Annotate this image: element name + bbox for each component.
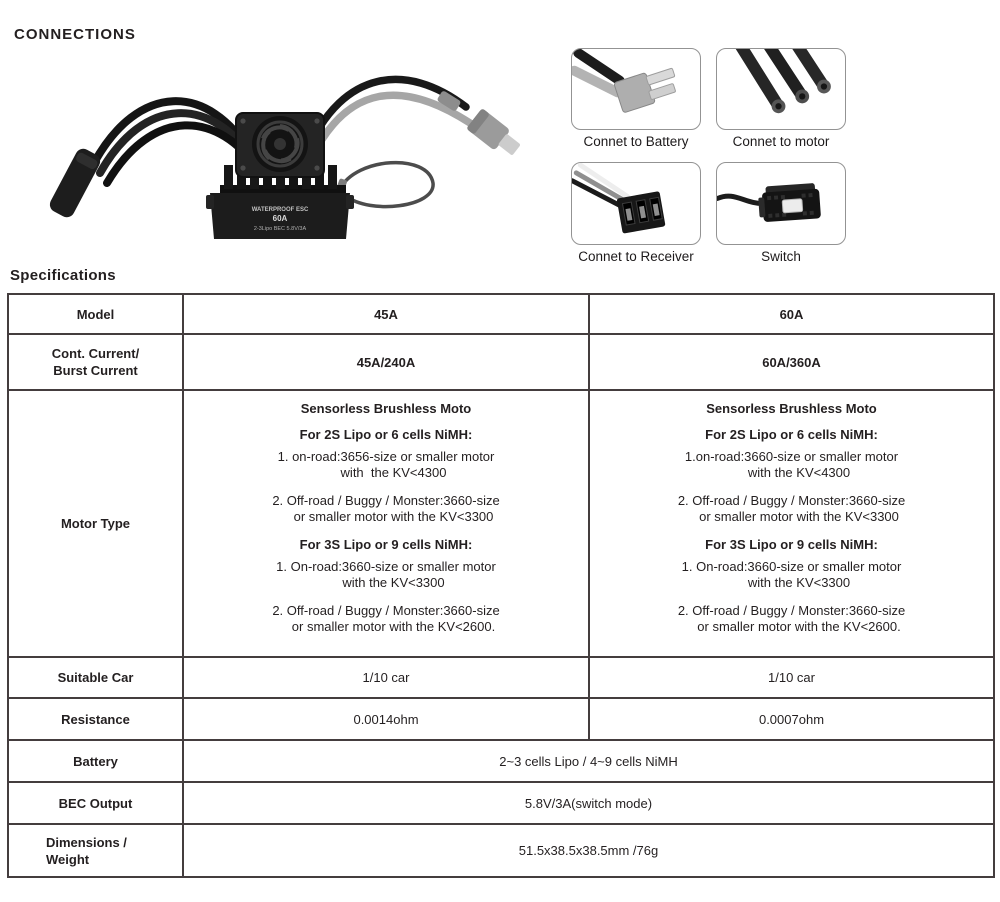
esc-case-text-1: WATERPROOF ESC	[251, 207, 309, 213]
battery-plug-icon	[572, 49, 699, 128]
battery-connector-caption: Connet to Battery	[583, 134, 689, 149]
motor-60-2s-item-1: 1.on-road:3660-size or smaller motor with the KV<4300	[684, 448, 899, 480]
motor-type-label: Motor Type	[8, 390, 183, 657]
motor-bullet-connectors-icon	[717, 49, 844, 128]
table-row-bec-output	[8, 782, 994, 824]
switch-card	[716, 162, 846, 245]
motor-connector-card	[716, 48, 846, 130]
esc-product-image	[40, 55, 520, 270]
motor-45-3s-item-2: 2. Off-road / Buggy / Monster:3660-size or smaller motor with the KV<2600.	[272, 602, 500, 634]
esc-case	[206, 193, 354, 239]
motor-45-2s-item-2: 2. Off-road / Buggy / Monster:3660-size or smaller motor with the KV<3300	[272, 492, 500, 524]
motor-60-3s-heading: For 3S Lipo or 9 cells NiMH:	[705, 536, 878, 552]
esc-battery-plug	[466, 108, 520, 161]
motor-45-3s-heading: For 3S Lipo or 9 cells NiMH:	[299, 536, 473, 552]
esc-case-text-2: 60A	[272, 214, 288, 223]
bec-output-value-cell: 5.8V/3A(switch mode)	[183, 782, 994, 824]
receiver-connector-card	[571, 162, 701, 245]
battery-connector-card	[571, 48, 701, 130]
motor-connector-caption: Connet to motor	[732, 134, 830, 149]
model-60-cell: 60A	[589, 294, 994, 334]
switch-caption: Switch	[761, 249, 801, 264]
switch-icon	[717, 163, 844, 242]
current-label: Cont. Current/ Burst Current	[8, 334, 183, 390]
specifications-heading: Specifications	[10, 267, 116, 284]
esc-left-connector	[47, 146, 103, 220]
table-row-suitable-car	[8, 657, 994, 698]
esc-battery-wire-black	[308, 79, 466, 149]
battery-value-cell: 2~3 cells Lipo / 4~9 cells NiMH	[183, 740, 994, 782]
table-row-battery	[8, 740, 994, 782]
receiver-connector-caption: Connet to Receiver	[578, 249, 694, 264]
motor-45-3s-item-1: 1. On-road:3660-size or smaller motor with the KV<3300	[276, 558, 496, 590]
motor-type-60-cell	[589, 390, 994, 657]
suitable-car-60-cell: 1/10 car	[589, 657, 994, 698]
motor-45-title: Sensorless Brushless Moto	[300, 400, 472, 416]
table-row-dimensions	[8, 824, 994, 877]
table-row-current	[8, 334, 994, 390]
specifications-table	[7, 293, 995, 878]
bec-output-label: BEC Output	[8, 782, 183, 824]
connections-heading: CONNECTIONS	[14, 26, 136, 43]
motor-type-45-cell	[183, 390, 589, 657]
table-row-motor-type	[8, 390, 994, 657]
model-label: Model	[8, 294, 183, 334]
esc-fan	[236, 113, 324, 177]
suitable-car-label: Suitable Car	[8, 657, 183, 698]
table-row-model	[8, 294, 994, 334]
model-45-cell: 45A	[183, 294, 589, 334]
current-60-cell: 60A/360A	[589, 334, 994, 390]
motor-60-3s-item-2: 2. Off-road / Buggy / Monster:3660-size or smaller motor with the KV<2600.	[677, 602, 906, 634]
esc-case-text-3: 2-3Lipo BEC 5.8V/3A	[253, 226, 307, 232]
dimensions-label: Dimensions / Weight	[8, 824, 183, 877]
resistance-label: Resistance	[8, 698, 183, 740]
motor-60-3s-item-1: 1. On-road:3660-size or smaller motor with the KV<3300	[681, 558, 902, 590]
battery-label: Battery	[8, 740, 183, 782]
receiver-plug-icon	[572, 163, 699, 242]
resistance-60-cell: 0.0007ohm	[589, 698, 994, 740]
motor-60-title: Sensorless Brushless Moto	[706, 400, 877, 416]
resistance-45-cell: 0.0014ohm	[183, 698, 589, 740]
table-row-resistance	[8, 698, 994, 740]
suitable-car-45-cell: 1/10 car	[183, 657, 589, 698]
motor-60-2s-heading: For 2S Lipo or 6 cells NiMH:	[705, 426, 878, 442]
motor-45-2s-item-1: 1. on-road:3656-size or smaller motor with the KV<4300	[277, 448, 495, 480]
current-45-cell: 45A/240A	[183, 334, 589, 390]
motor-60-2s-item-2: 2. Off-road / Buggy / Monster:3660-size or smaller motor with the KV<3300	[677, 492, 906, 524]
dimensions-value-cell: 51.5x38.5x38.5mm /76g	[183, 824, 994, 877]
motor-45-2s-heading: For 2S Lipo or 6 cells NiMH:	[299, 426, 473, 442]
